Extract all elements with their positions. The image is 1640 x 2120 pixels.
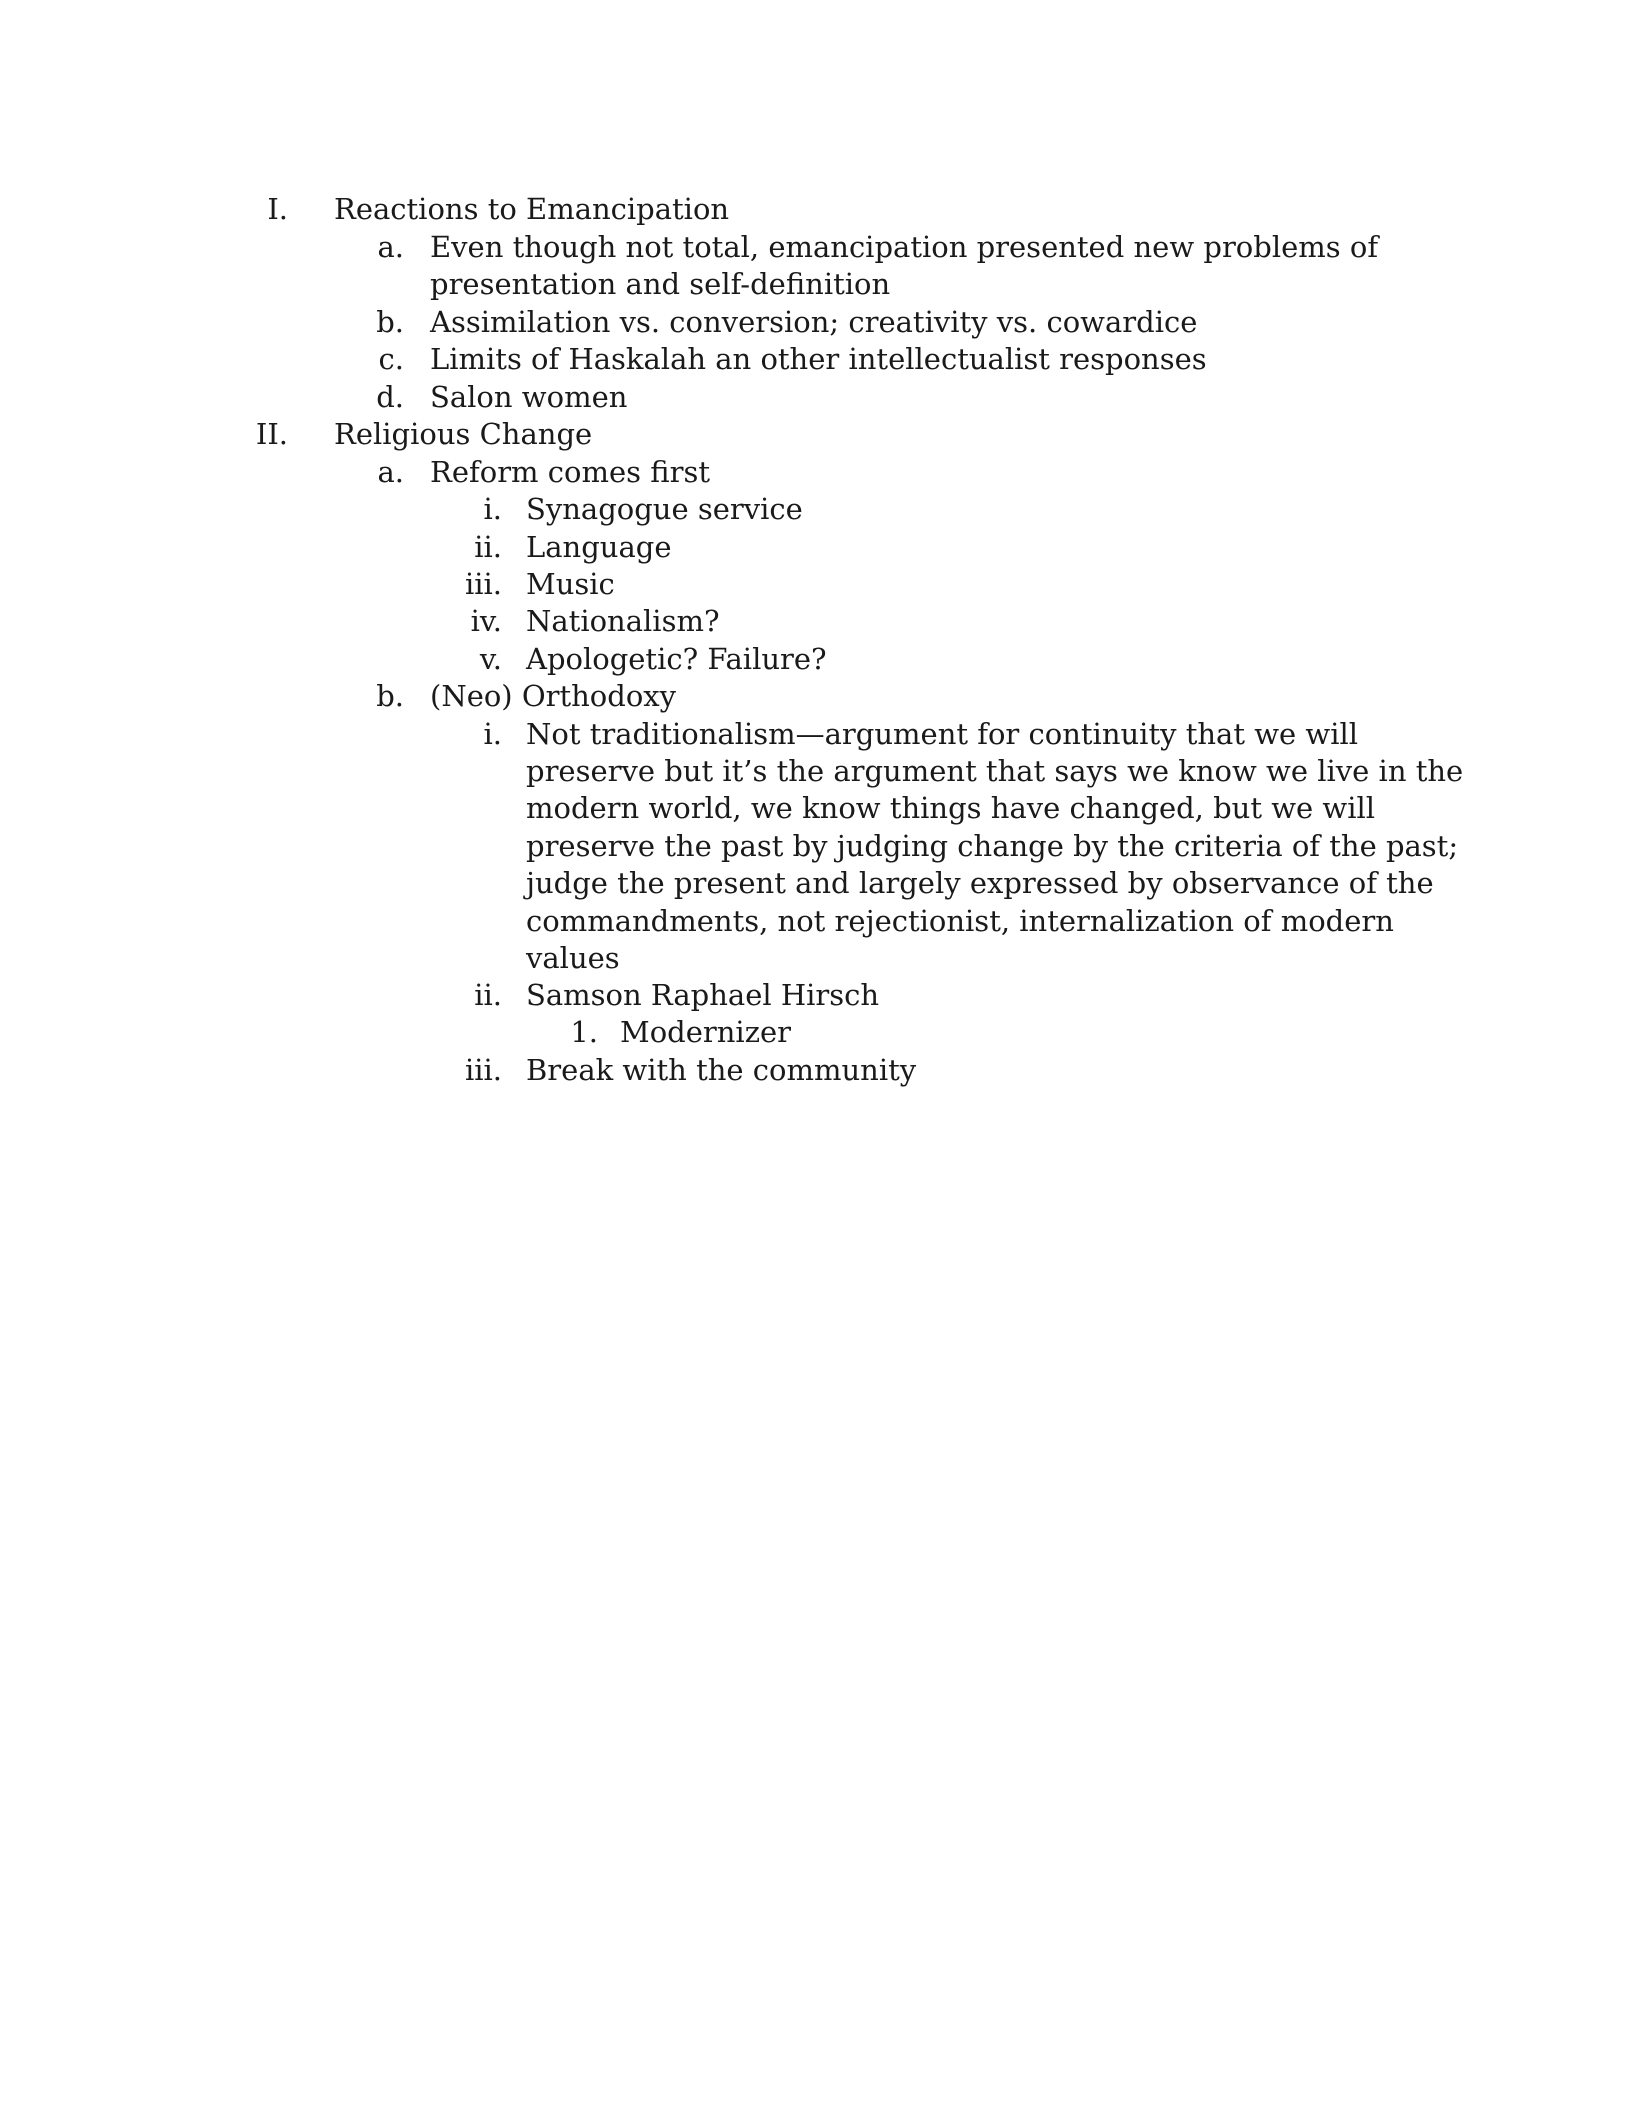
outline-text: Nationalism?	[526, 604, 720, 638]
outline-marker: iv.	[470, 604, 502, 638]
outline-marker: iii.	[464, 1053, 502, 1087]
outline-text-line: commandments, not rejectionist, internalization of modern	[526, 904, 1394, 938]
outline-text: Language	[526, 530, 672, 564]
outline-text: Music	[526, 567, 615, 601]
outline-marker: 1.	[570, 1015, 598, 1049]
outline-marker: i.	[483, 717, 502, 751]
outline-heading: Reactions to Emancipation	[334, 192, 730, 226]
outline-marker: iii.	[464, 567, 502, 601]
outline-text: Salon women	[430, 380, 628, 414]
outline-text: Assimilation vs. conversion; creativity vs. cowardice	[430, 305, 1198, 339]
outline-text: presentation and self-definition	[430, 267, 891, 301]
outline-marker: ii.	[474, 978, 502, 1012]
outline-text: Apologetic? Failure?	[526, 642, 827, 676]
outline-text-line: preserve but it’s the argument that says we know we live in the	[526, 754, 1464, 788]
outline-marker: II.	[255, 417, 288, 451]
outline-marker: b.	[376, 679, 404, 713]
outline-marker: ii.	[474, 530, 502, 564]
outline-marker: v.	[479, 642, 502, 676]
outline-text-line: values	[526, 941, 620, 975]
outline-text-line: Not traditionalism—argument for continuity that we will	[526, 717, 1359, 751]
outline-marker: c.	[378, 342, 404, 376]
outline-text: Modernizer	[620, 1015, 791, 1049]
outline-text: Break with the community	[526, 1053, 917, 1087]
outline-text: Even though not total, emancipation presented new problems of	[430, 230, 1379, 264]
outline-marker: a.	[377, 455, 404, 489]
outline-marker: b.	[376, 305, 404, 339]
outline-text-line: preserve the past by judging change by the criteria of the past;	[526, 829, 1459, 863]
outline-text-line: modern world, we know things have changed, but we will	[526, 791, 1376, 825]
outline-text: (Neo) Orthodoxy	[430, 679, 677, 713]
outline-marker: d.	[376, 380, 404, 414]
outline-text-line: judge the present and largely expressed by observance of the	[526, 866, 1434, 900]
outline-text: Reform comes first	[430, 455, 710, 489]
outline-marker: a.	[377, 230, 404, 264]
outline-text: Synagogue service	[526, 492, 803, 526]
outline-text: Limits of Haskalah an other intellectualist responses	[430, 342, 1207, 376]
outline-text: Samson Raphael Hirsch	[526, 978, 880, 1012]
outline-marker: i.	[483, 492, 502, 526]
outline-heading: Religious Change	[334, 417, 593, 451]
outline-marker: I.	[267, 192, 288, 226]
